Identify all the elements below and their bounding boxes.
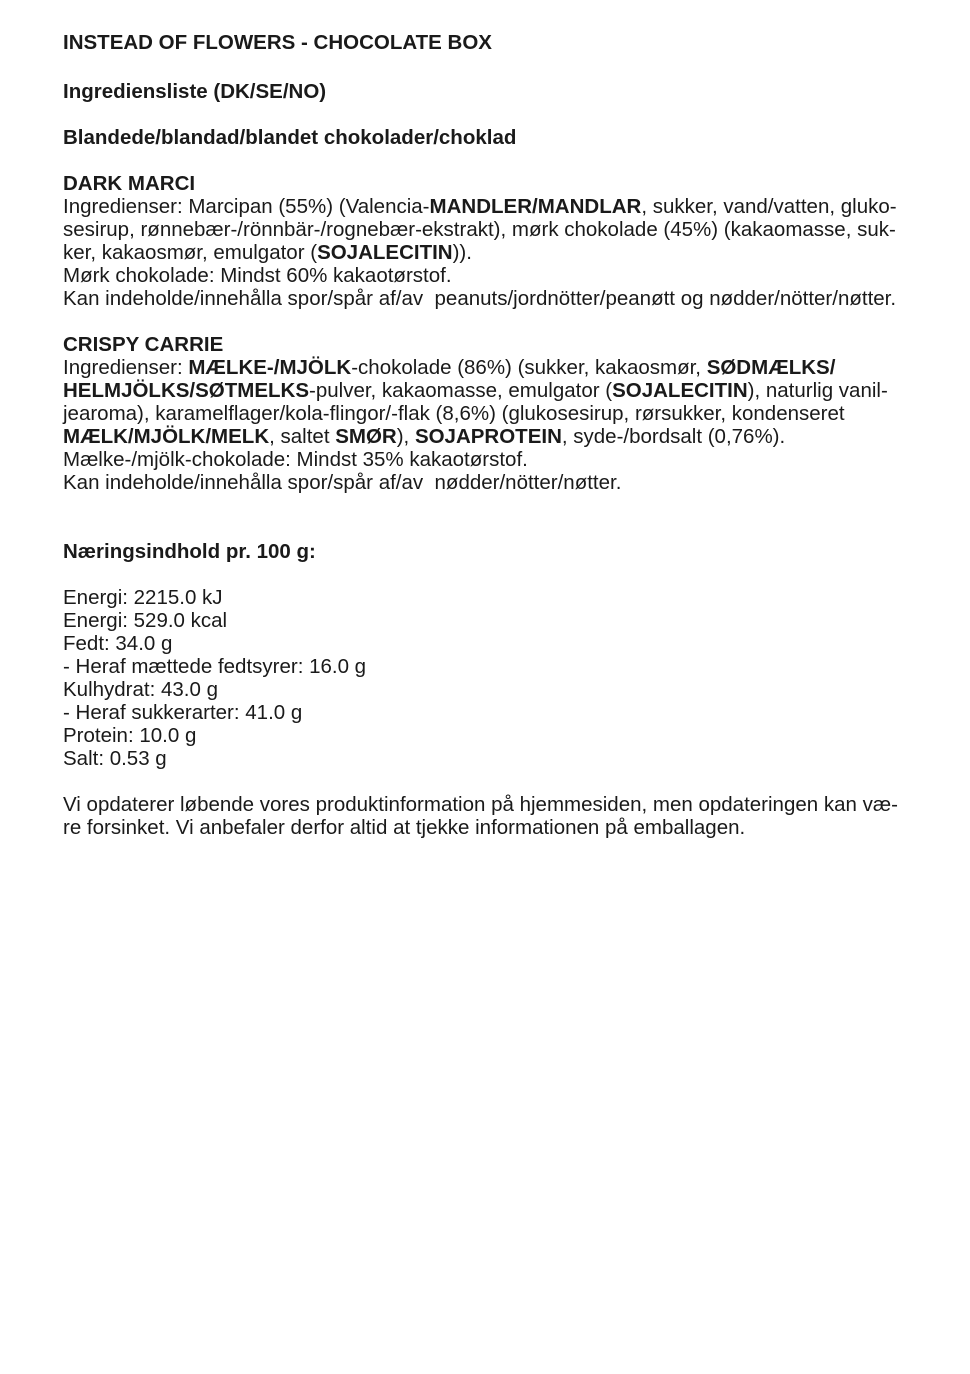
ingredient-line: Kan indeholde/innehålla spor/spår af/av peanuts/jordnötter/peanøtt og nødder/nötter/nøtter. bbox=[63, 287, 897, 310]
nutrition-heading: Næringsindhold pr. 100 g: bbox=[63, 540, 316, 563]
products-container bbox=[63, 172, 920, 494]
ingredient-line: sesirup, rønnebær-/rönnbär-/rognebær-ekstrakt), mørk chokolade (45%) (kakaomasse, suk- bbox=[63, 218, 896, 241]
product-block bbox=[63, 172, 920, 310]
ingredient-line: Mælke-/mjölk-chokolade: Mindst 35% kakaotørstof. bbox=[63, 448, 528, 471]
ingredients-list-heading: Ingrediensliste (DK/SE/NO) bbox=[63, 80, 327, 103]
product-block bbox=[63, 333, 920, 494]
nutrition-row: Salt: 0.53 g bbox=[63, 747, 167, 770]
document-title: INSTEAD OF FLOWERS - CHOCOLATE BOX bbox=[63, 31, 492, 54]
ingredient-line: HELMJÖLKS/SØTMELKS-pulver, kakaomasse, emulgator (SOJALECITIN), naturlig vanil- bbox=[63, 379, 888, 402]
ingredient-line: Ingredienser: Marcipan (55%) (Valencia-MANDLER/MANDLAR, sukker, vand/vatten, gluko- bbox=[63, 195, 897, 218]
nutrition-row: Energi: 529.0 kcal bbox=[63, 609, 228, 632]
ingredient-line: MÆLK/MJÖLK/MELK, saltet SMØR), SOJAPROTEIN, syde-/bordsalt (0,76%). bbox=[63, 425, 786, 448]
nutrition-row: Energi: 2215.0 kJ bbox=[63, 586, 223, 609]
ingredient-line: Ingredienser: MÆLKE-/MJÖLK-chokolade (86%) (sukker, kakaosmør, SØDMÆLKS/ bbox=[63, 356, 836, 379]
product-name: DARK MARCI bbox=[63, 172, 196, 195]
product-name: CRISPY CARRIE bbox=[63, 333, 224, 356]
nutrition-row: - Heraf mættede fedtsyrer: 16.0 g bbox=[63, 655, 367, 678]
nutrition-rows bbox=[63, 586, 920, 770]
ingredient-line: Mørk chokolade: Mindst 60% kakaotørstof. bbox=[63, 264, 452, 287]
nutrition-row: Protein: 10.0 g bbox=[63, 724, 197, 747]
footer-line: re forsinket. Vi anbefaler derfor altid at tjekke informationen på emballagen. bbox=[63, 816, 746, 839]
nutrition-section bbox=[63, 540, 920, 770]
nutrition-row: Kulhydrat: 43.0 g bbox=[63, 678, 218, 701]
ingredient-line: ker, kakaosmør, emulgator (SOJALECITIN)). bbox=[63, 241, 472, 264]
nutrition-row: Fedt: 34.0 g bbox=[63, 632, 173, 655]
ingredient-line: jearoma), karamelflager/kola-flingor/-flak (8,6%) (glukosesirup, rørsukker, kondenseret bbox=[63, 402, 845, 425]
footer-note bbox=[63, 793, 920, 839]
ingredient-line: Kan indeholde/innehålla spor/spår af/av nødder/nötter/nøtter. bbox=[63, 471, 622, 494]
nutrition-row: - Heraf sukkerarter: 41.0 g bbox=[63, 701, 303, 724]
footer-line: Vi opdaterer løbende vores produktinformation på hjemmesiden, men opdateringen kan væ- bbox=[63, 793, 898, 816]
category-heading: Blandede/blandad/blandet chokolader/choklad bbox=[63, 126, 517, 149]
